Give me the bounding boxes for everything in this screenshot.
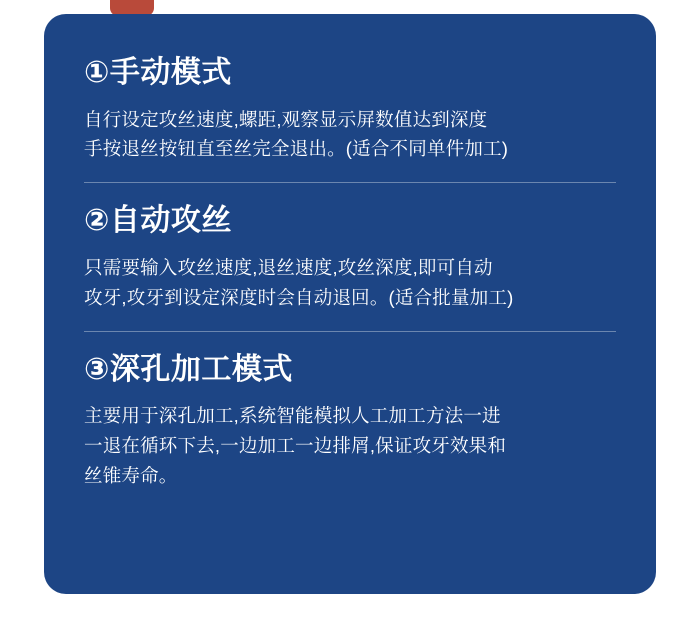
- section-deep-hole-mode: [84, 331, 616, 491]
- section-body-line: 攻牙,攻牙到设定深度时会自动退回。(适合批量加工): [84, 286, 514, 308]
- info-card: [44, 14, 656, 594]
- section-title: ②自动攻丝: [84, 204, 232, 238]
- section-body: [84, 105, 616, 165]
- section-title: ③深孔加工模式: [84, 352, 293, 386]
- section-body-line: 只需要输入攻丝速度,退丝速度,攻丝深度,即可自动: [84, 256, 493, 278]
- section-title: ①手动模式: [84, 56, 232, 89]
- section-body-line: 主要用于深孔加工,系统智能模拟人工加工方法一进: [84, 405, 501, 427]
- section-body-line: 手按退丝按钮直至丝完全退出。(适合不同单件加工): [84, 138, 509, 160]
- section-body: [84, 401, 616, 491]
- section-manual-mode: [84, 56, 616, 164]
- section-body-line: 一退在循环下去,一边加工一边排屑,保证攻牙效果和: [84, 435, 507, 457]
- section-body: [84, 253, 616, 313]
- section-auto-tapping: [84, 182, 616, 312]
- section-body-line: 自行设定攻丝速度,螺距,观察显示屏数值达到深度: [84, 108, 488, 130]
- section-body-line: 丝锥寿命。: [84, 465, 178, 487]
